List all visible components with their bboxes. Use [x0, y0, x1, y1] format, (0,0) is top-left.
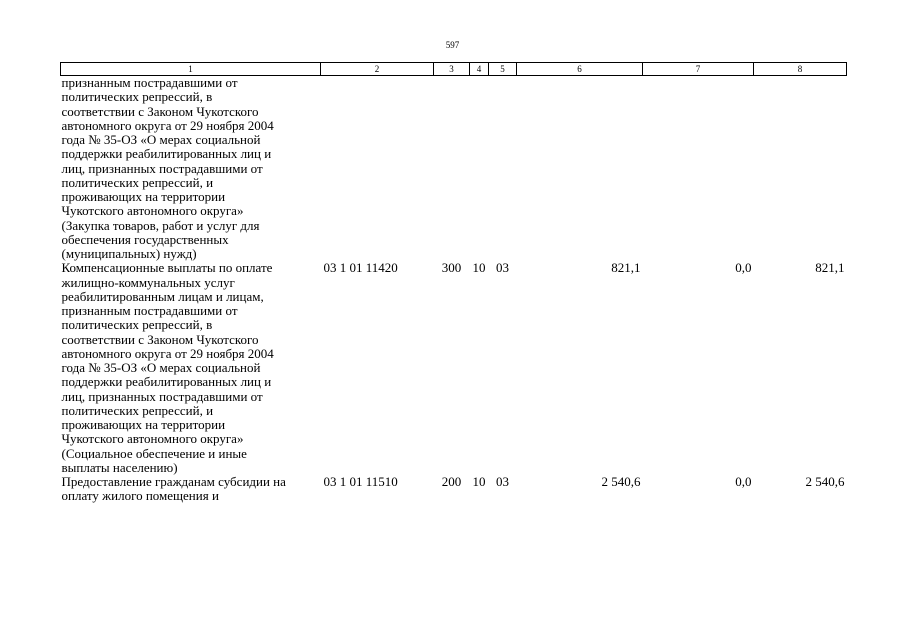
header-cell: 7	[643, 63, 754, 76]
row-name-line: (Закупка товаров, работ и услуг для	[61, 217, 260, 233]
row-name-line: политических репрессий, и	[61, 402, 214, 418]
row-total-cell: 2 540,6	[805, 474, 845, 489]
row-name-line: оплату жилого помещения и	[61, 488, 219, 504]
header-cell: 4	[470, 63, 489, 76]
row-section-cell: 10	[472, 260, 486, 276]
row-name-line: поддержки реабилитированных лиц и	[61, 374, 272, 390]
row-name-line: проживающих на территории	[61, 189, 226, 204]
row-total-cell: 821,1	[815, 260, 845, 276]
budget-table	[60, 62, 847, 504]
row-name-line: Предоставление гражданам субсидии на	[61, 474, 286, 489]
row-name-line: политических репрессий, и	[61, 174, 214, 190]
row-subsection-cell: 03	[496, 260, 509, 276]
row-name-line: лиц, признанных пострадавшими от	[61, 388, 263, 404]
row-name-line: признанным пострадавшими от	[61, 75, 238, 90]
row-change-cell: 0,0	[735, 260, 752, 276]
header-cell: 1	[61, 63, 321, 76]
row-name-line: лиц, признанных пострадавшими от	[61, 160, 263, 176]
row-name-line: соответствии с Законом Чукотского	[61, 331, 259, 347]
row-name-cell	[61, 261, 321, 475]
column-number-header	[61, 63, 847, 76]
row-amount-cell: 2 540,6	[601, 474, 641, 489]
row-name-line: года № 35-ОЗ «О мерах социальной	[61, 360, 261, 375]
row-name-line: реабилитированным лицам и лицам,	[61, 288, 264, 304]
table-row	[61, 76, 847, 262]
table-row	[61, 261, 847, 475]
row-name-line: жилищно-коммунальных услуг	[61, 274, 235, 290]
row-name-line: Чукотского автономного округа»	[61, 203, 244, 219]
row-name-line: автономного округа от 29 ноября 2004	[61, 117, 274, 133]
row-code-cell	[321, 76, 434, 262]
row-change-cell	[643, 76, 754, 262]
row-name-line: обеспечения государственных	[61, 231, 229, 247]
row-subsection-cell	[489, 76, 517, 262]
row-name-line: политических репрессий, в	[61, 89, 213, 105]
row-amount-cell	[517, 76, 643, 262]
row-name-line: (Социальное обеспечение и иные	[61, 445, 247, 461]
row-name-line: признанным пострадавшими от	[61, 303, 238, 318]
row-expense-type-cell	[434, 76, 470, 262]
header-cell: 3	[434, 63, 470, 76]
row-name-line: Компенсационные выплаты по оплате	[61, 260, 273, 276]
row-name-cell	[61, 76, 321, 262]
row-expense-type-cell: 200	[441, 474, 462, 489]
row-name-line: соответствии с Законом Чукотского	[61, 103, 259, 119]
row-section-cell: 10	[472, 474, 486, 489]
row-name-line: политических репрессий, в	[61, 317, 213, 333]
page-number: 597	[445, 40, 460, 50]
row-name-line: года № 35-ОЗ «О мерах социальной	[61, 132, 261, 147]
row-name-line: выплаты населению)	[61, 459, 178, 475]
table-row	[61, 475, 847, 504]
row-code-cell: 03 1 01 11420	[323, 260, 398, 276]
header-cell: 8	[754, 63, 847, 76]
table-body	[61, 63, 847, 504]
row-name-line: поддержки реабилитированных лиц и	[61, 146, 272, 162]
row-name-cell	[61, 475, 321, 504]
header-cell: 5	[489, 63, 517, 76]
row-total-cell	[754, 76, 847, 262]
row-name-line: (муниципальных) нужд)	[61, 246, 197, 261]
header-cell: 6	[517, 63, 643, 76]
row-code-cell: 03 1 01 11510	[323, 474, 398, 489]
header-cell: 2	[321, 63, 434, 76]
row-amount-cell: 821,1	[611, 260, 641, 276]
row-name-line: автономного округа от 29 ноября 2004	[61, 345, 274, 361]
row-subsection-cell: 03	[496, 474, 509, 489]
row-expense-type-cell: 300	[441, 260, 462, 276]
row-name-line: проживающих на территории	[61, 417, 226, 432]
row-name-line: Чукотского автономного округа»	[61, 431, 244, 447]
row-change-cell: 0,0	[735, 474, 752, 489]
row-section-cell	[470, 76, 489, 262]
